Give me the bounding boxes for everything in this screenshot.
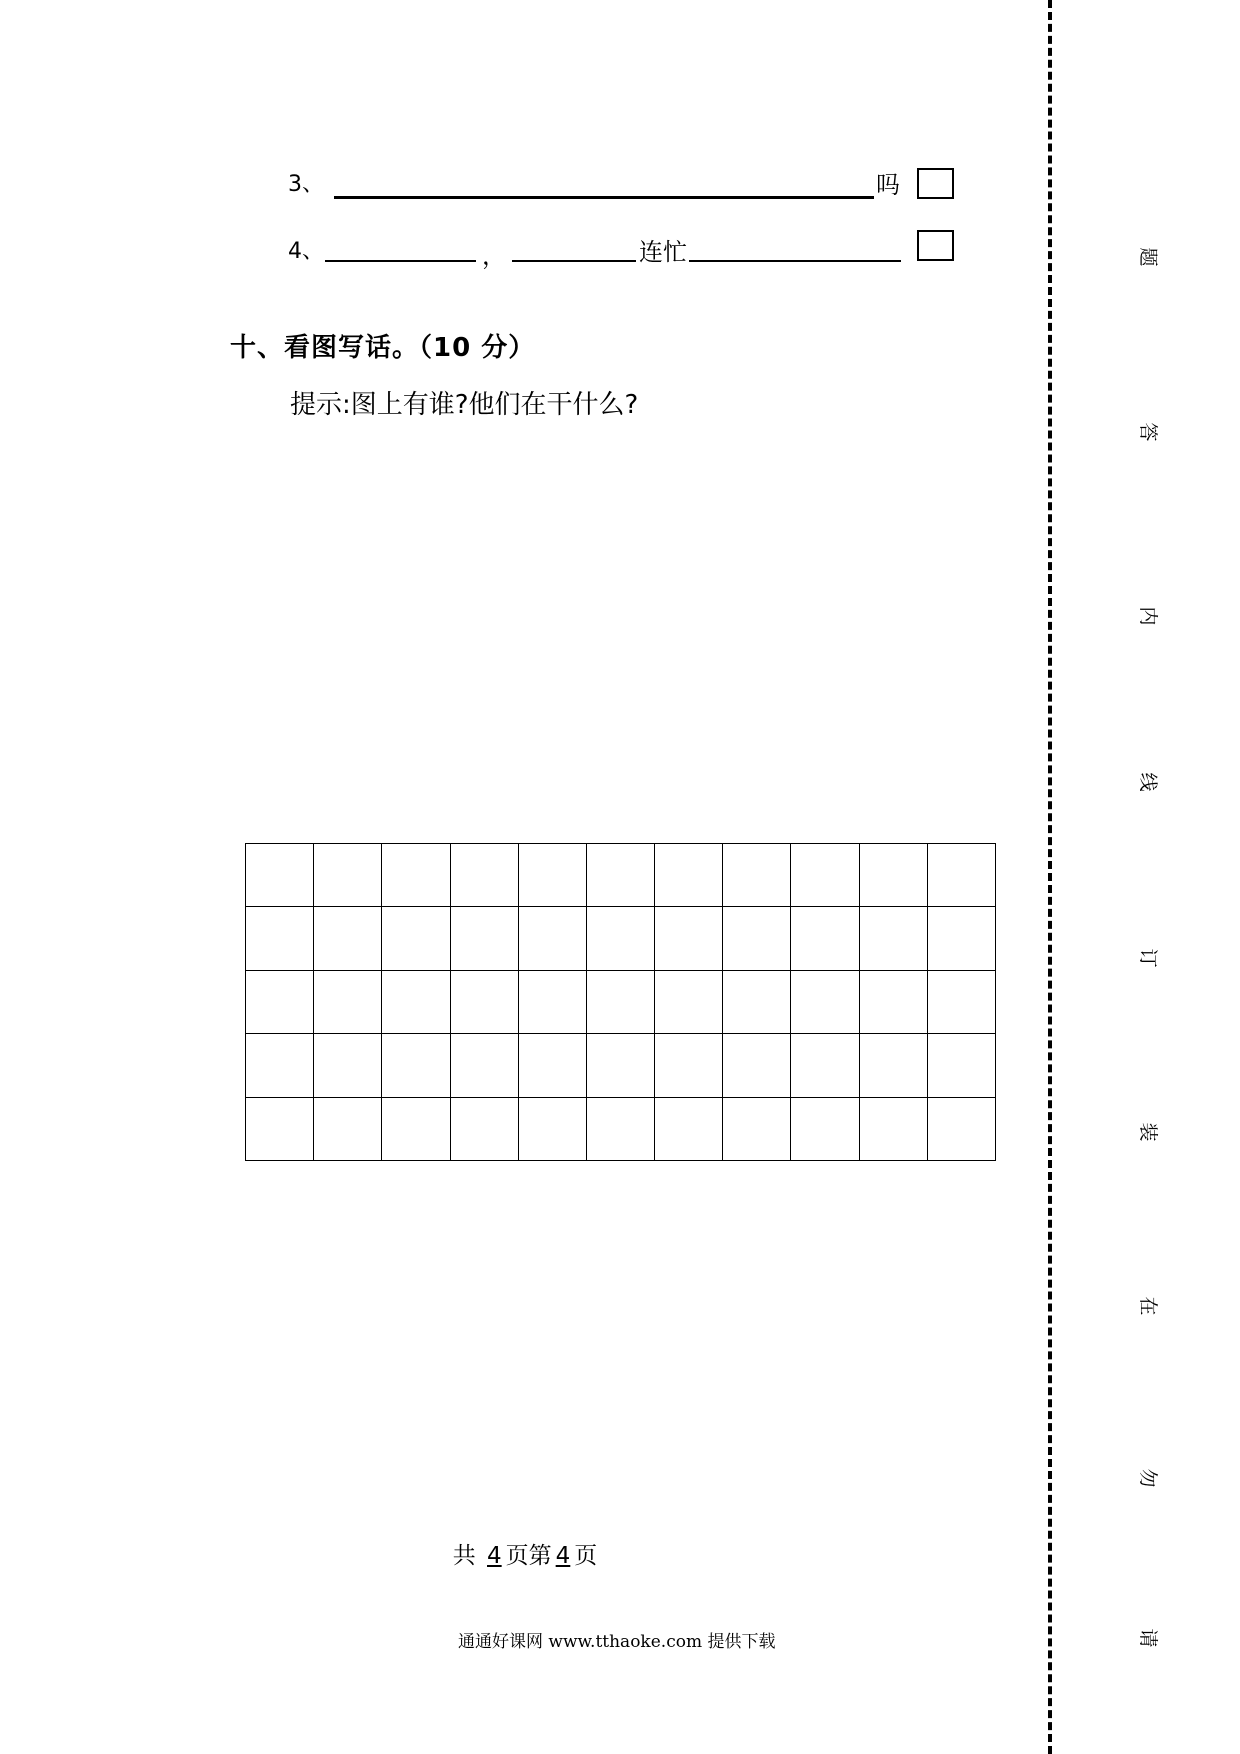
question-4-blank-3[interactable] [689, 260, 901, 262]
grid-cell[interactable] [927, 844, 995, 907]
grid-row [246, 970, 996, 1033]
grid-cell[interactable] [382, 970, 450, 1033]
grid-cell[interactable] [586, 1097, 654, 1160]
grid-cell[interactable] [382, 844, 450, 907]
grid-cell[interactable] [927, 970, 995, 1033]
section-hint: 提示:图上有谁?他们在干什么? [290, 390, 639, 420]
grid-cell[interactable] [723, 970, 791, 1033]
margin-char: 勿 [1137, 1468, 1159, 1488]
grid-cell[interactable] [791, 970, 859, 1033]
grid-cell[interactable] [382, 1097, 450, 1160]
grid-cell[interactable] [927, 1034, 995, 1097]
grid-cell[interactable] [655, 844, 723, 907]
margin-char: 答 [1137, 422, 1159, 442]
grid-cell[interactable] [859, 844, 927, 907]
grid-cell[interactable] [655, 1097, 723, 1160]
grid-cell[interactable] [859, 1097, 927, 1160]
grid-cell[interactable] [314, 970, 382, 1033]
question-3-blank[interactable] [334, 196, 874, 199]
page-number [0, 1537, 1050, 1570]
grid-cell[interactable] [655, 1034, 723, 1097]
question-4-answer-box[interactable] [917, 230, 954, 261]
margin-char: 请 [1137, 1628, 1159, 1648]
grid-cell[interactable] [450, 1097, 518, 1160]
grid-cell[interactable] [586, 907, 654, 970]
grid-cell[interactable] [450, 844, 518, 907]
grid-cell[interactable] [382, 907, 450, 970]
grid-cell[interactable] [518, 1097, 586, 1160]
grid-cell[interactable] [791, 844, 859, 907]
grid-cell[interactable] [859, 1034, 927, 1097]
writing-grid[interactable] [245, 843, 996, 1161]
grid-cell[interactable] [246, 1097, 314, 1160]
question-3-end-text: 吗 [876, 171, 900, 199]
grid-cell[interactable] [791, 1034, 859, 1097]
grid-cell[interactable] [246, 1034, 314, 1097]
grid-cell[interactable] [450, 1034, 518, 1097]
grid-cell[interactable] [314, 1034, 382, 1097]
page-number-suffix: 页 [574, 1543, 598, 1569]
site-footer-text: 通通好课网 www.tthaoke.com 提供下载 [458, 1632, 776, 1652]
question-4-blank-2[interactable] [512, 260, 636, 262]
grid-row [246, 844, 996, 907]
margin-char: 在 [1137, 1296, 1159, 1316]
page-number-total: 4 [487, 1543, 502, 1569]
section-title: 十、看图写话。（10 分） [230, 333, 536, 363]
margin-char: 订 [1137, 948, 1159, 968]
grid-cell[interactable] [859, 970, 927, 1033]
grid-cell[interactable] [314, 1097, 382, 1160]
grid-cell[interactable] [314, 907, 382, 970]
grid-cell[interactable] [927, 907, 995, 970]
grid-cell[interactable] [314, 844, 382, 907]
grid-cell[interactable] [586, 844, 654, 907]
margin-char: 内 [1137, 606, 1159, 626]
grid-cell[interactable] [518, 970, 586, 1033]
grid-cell[interactable] [450, 970, 518, 1033]
grid-cell[interactable] [518, 1034, 586, 1097]
grid-row [246, 1034, 996, 1097]
grid-cell[interactable] [518, 844, 586, 907]
grid-cell[interactable] [586, 1034, 654, 1097]
grid-cell[interactable] [723, 844, 791, 907]
question-3-answer-box[interactable] [917, 168, 954, 199]
page-number-prefix: 共 [452, 1543, 476, 1569]
grid-row [246, 1097, 996, 1160]
grid-cell[interactable] [450, 907, 518, 970]
binding-dashed-line [1048, 0, 1052, 1754]
grid-cell[interactable] [655, 907, 723, 970]
grid-cell[interactable] [859, 907, 927, 970]
question-4-number: 4、 [288, 239, 324, 264]
page-number-current: 4 [555, 1543, 571, 1569]
grid-cell[interactable] [791, 907, 859, 970]
grid-cell[interactable] [586, 970, 654, 1033]
question-4-blank-1[interactable] [325, 260, 476, 262]
margin-char: 线 [1137, 772, 1159, 792]
margin-char: 装 [1137, 1122, 1159, 1142]
margin-char: 题 [1137, 247, 1159, 267]
question-4-comma: ， [482, 242, 506, 270]
grid-row [246, 907, 996, 970]
page-number-middle: 页第 [505, 1543, 552, 1569]
grid-cell[interactable] [246, 907, 314, 970]
grid-cell[interactable] [723, 1034, 791, 1097]
grid-cell[interactable] [246, 970, 314, 1033]
question-4-mid-text: 连忙 [639, 238, 687, 266]
grid-cell[interactable] [382, 1034, 450, 1097]
grid-cell[interactable] [927, 1097, 995, 1160]
question-3-number: 3、 [288, 172, 324, 197]
grid-cell[interactable] [791, 1097, 859, 1160]
grid-cell[interactable] [723, 907, 791, 970]
grid-cell[interactable] [723, 1097, 791, 1160]
grid-cell[interactable] [655, 970, 723, 1033]
grid-cell[interactable] [518, 907, 586, 970]
grid-cell[interactable] [246, 844, 314, 907]
